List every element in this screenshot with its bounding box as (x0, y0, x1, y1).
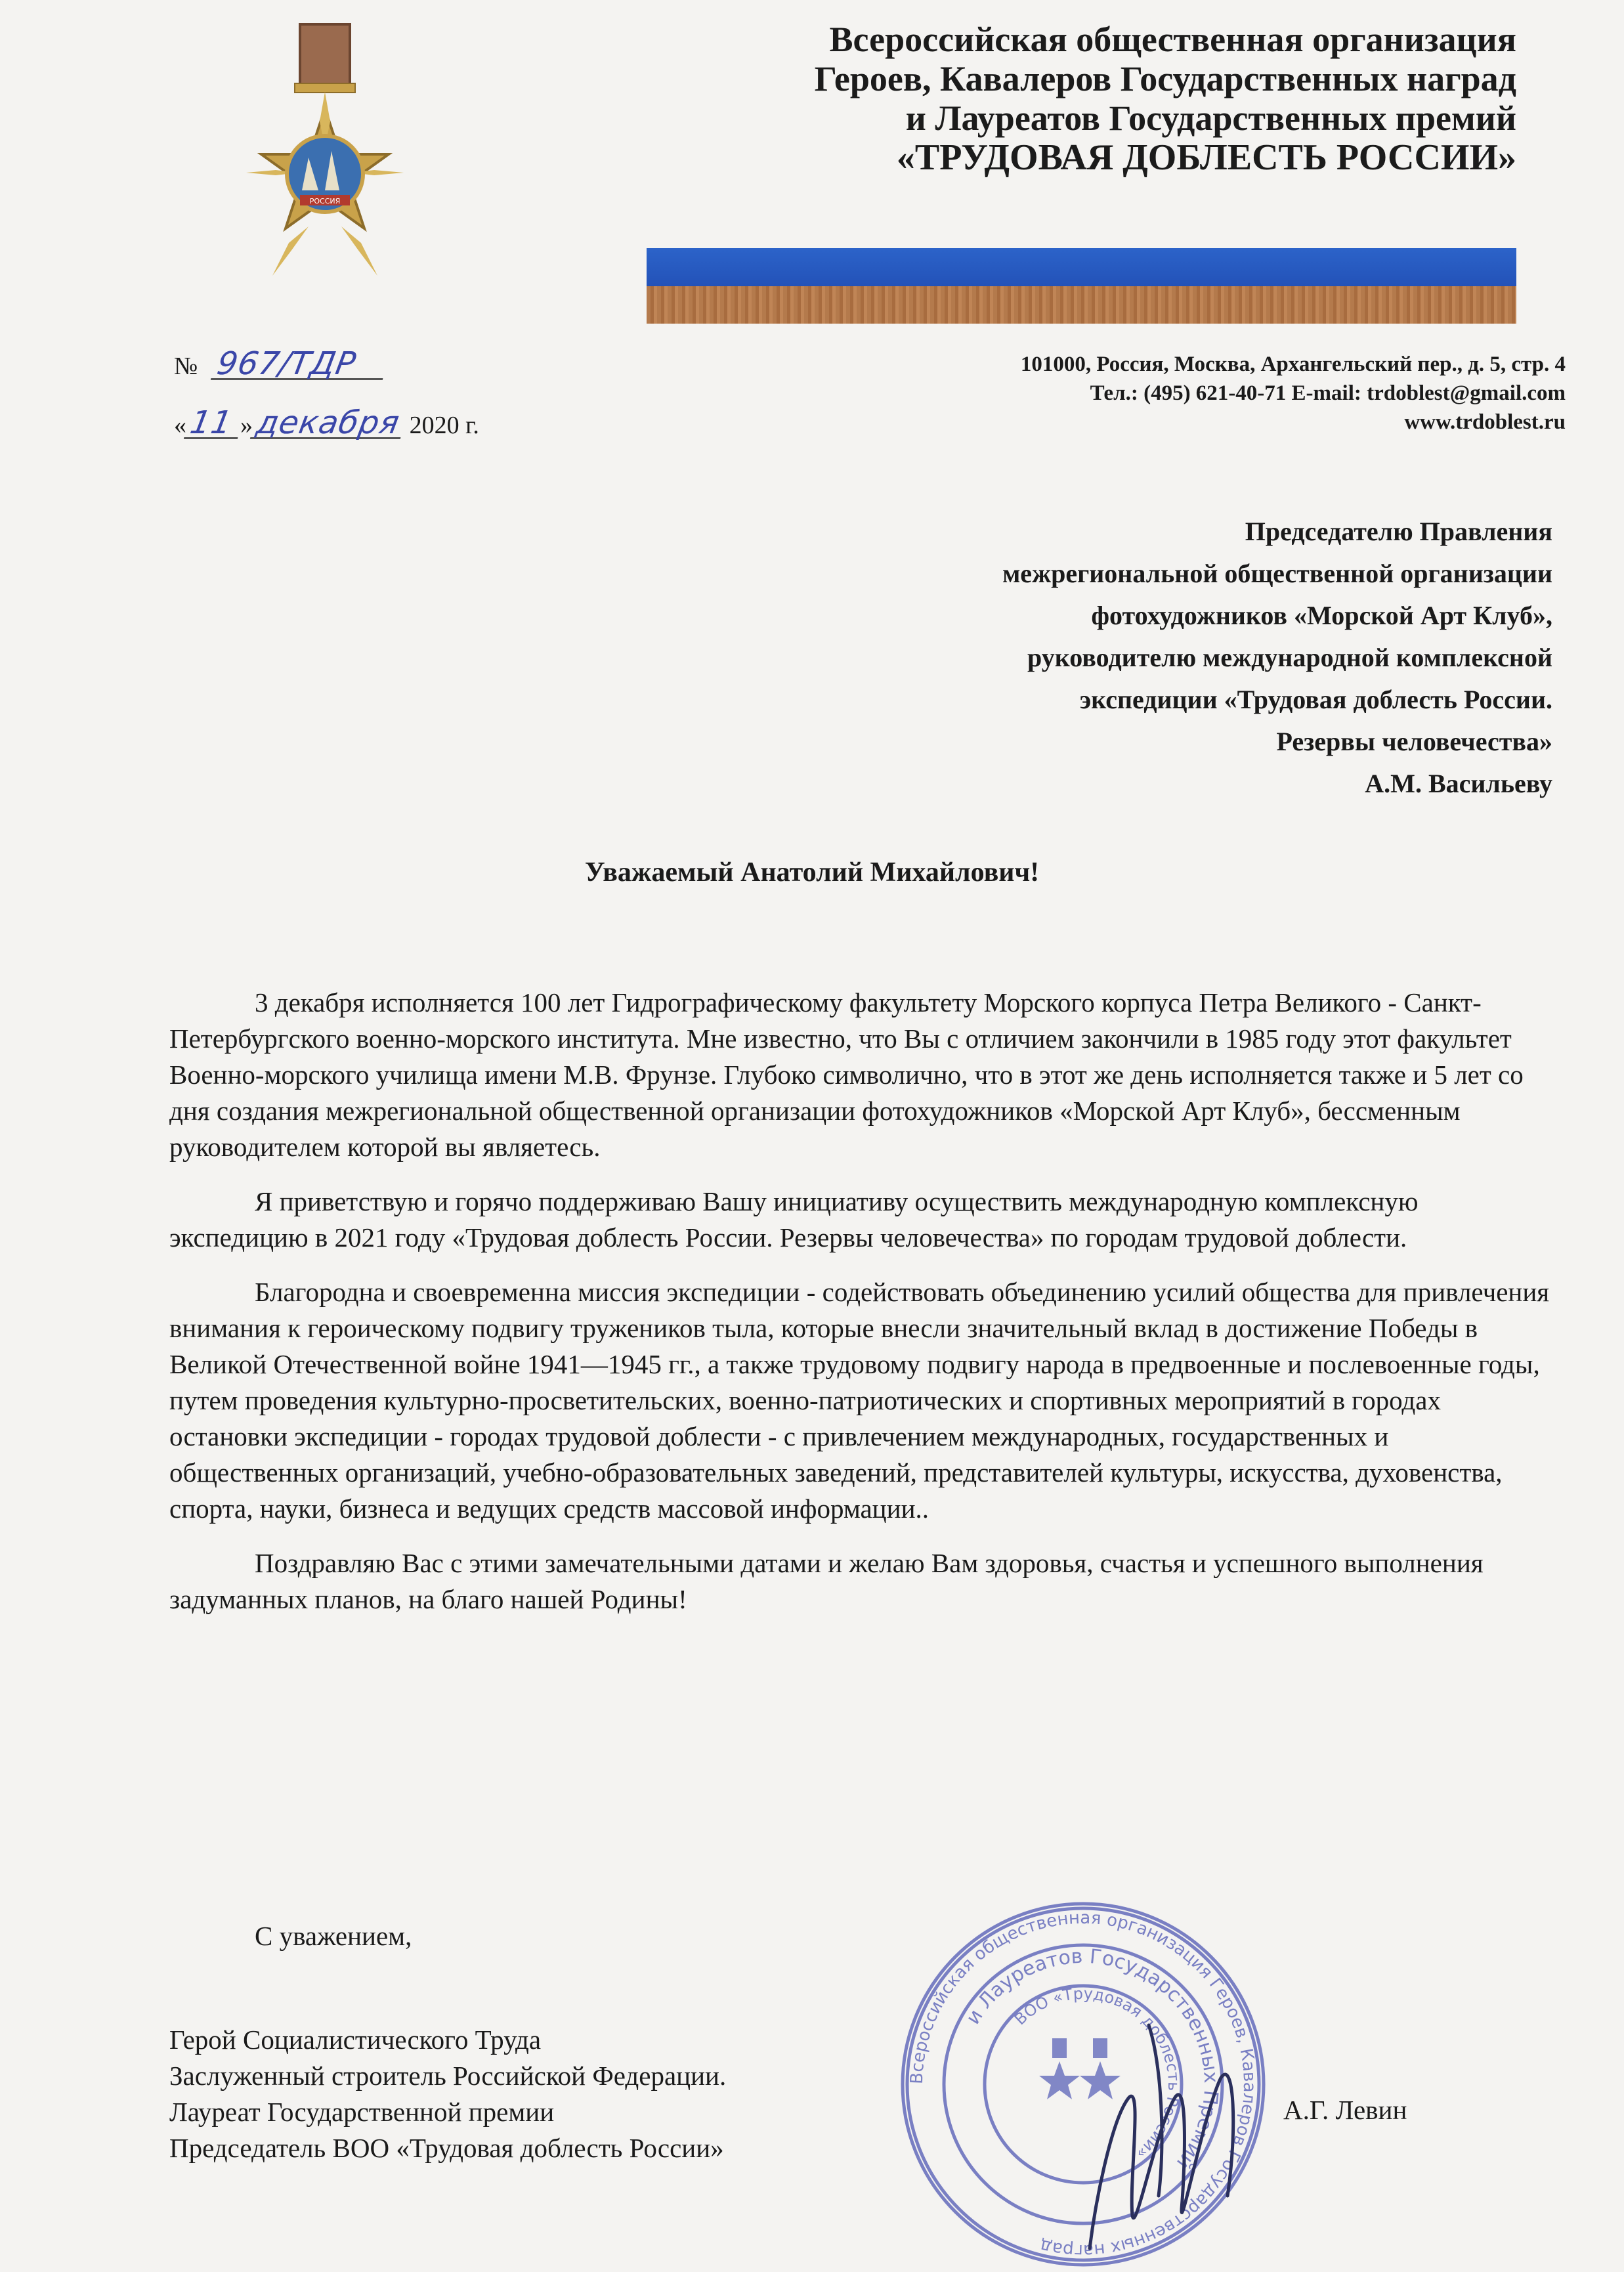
date-year: 2020 г. (409, 412, 479, 439)
closing-phrase: С уважением, (255, 1921, 412, 1951)
flag-blue-band (647, 248, 1516, 286)
registration-number (174, 345, 385, 382)
header-flag-band (647, 248, 1516, 324)
addressee-line: экспедиции «Трудовая доблесть России. (1079, 685, 1552, 714)
body-paragraph: Благородна и своевременна миссия экспедиции - содействовать объединению усилий общества для привлечения внимания к героическому подвигу тружеников тыла, которые внесли значительный вклад в достижение Победы в Великой Отечественной войне 1941—1945 гг., а также трудовому подвигу народа в предвоенные и послевоенные годы, путем проведения культурно-просветительских, военно-патриотических и спортивных мероприятий в городах остановки экспедиции - городах трудовой доблести - с привлечением международных, государственных и общественных организаций, учебно-образовательных заведений, представителей культуры, искусства, духовенства, спорта, науки, бизнеса и ведущих средств массовой информации.. (169, 1277, 1550, 1524)
signatory-title: Председатель ВОО «Трудовая доблесть России» (169, 2133, 724, 2163)
flag-brown-band (647, 286, 1516, 324)
signatory-titles (169, 2022, 726, 2166)
number-sign: № (174, 353, 198, 380)
body-paragraph: Я приветствую и горячо поддерживаю Вашу инициативу осуществить международную комплексную экспедицию в 2021 году «Трудовая доблесть России. Резервы человечества» по городам трудовой доблести. (169, 1186, 1419, 1253)
organization-header (670, 20, 1516, 177)
signatory-name: А.Г. Левин (1283, 2095, 1407, 2125)
handwritten-number: 967/ТДР (211, 349, 388, 380)
handwritten-day: 11 (184, 408, 243, 439)
letter-body (169, 985, 1558, 1636)
handwritten-month: декабря (250, 408, 406, 439)
addressee-line: межрегиональной общественной организации (1002, 559, 1552, 588)
salutation: Уважаемый Анатолий Михайлович! (584, 857, 1040, 888)
stamp-inner-text: и Лауреатов Государственных Премий (961, 1944, 1223, 2174)
handwritten-signature (1050, 1999, 1280, 2261)
date-close-quote: » (240, 412, 253, 439)
addressee-name: А.М. Васильеву (1365, 769, 1552, 798)
phone-email: Тел.: (495) 621-40-71 E-mail: trdoblest@gmail.com (1090, 381, 1566, 405)
address: 101000, Россия, Москва, Архангельский пер., д. 5, стр. 4 (1020, 353, 1566, 376)
registration-date (174, 404, 479, 441)
svg-text:РОССИЯ: РОССИЯ (309, 197, 341, 205)
contact-info (788, 350, 1566, 437)
medal-bar (295, 83, 355, 93)
date-open-quote: « (174, 412, 186, 439)
org-line-3: и Лауреатов Государственных премий (905, 98, 1516, 138)
medal-emblem (226, 23, 423, 325)
body-paragraph: 3 декабря исполняется 100 лет Гидрографическому факультету Морского корпуса Петра Великого - Санкт-Петербургского военно-морского института. Мне известно, что Вы с отличием закончили в 1985 году этот факультет Военно-морского училища имени М.В. Фрунзе. Глубоко символично, что в этот же день исполняется также и 5 лет со дня создания межрегиональной общественной организации фотохудожников «Морской Арт Клуб», бессменным руководителем которой вы являетесь. (169, 987, 1524, 1162)
org-line-1: Всероссийская общественная организация (829, 20, 1516, 59)
org-title: «ТРУДОВАЯ ДОБЛЕСТЬ РОССИИ» (896, 137, 1516, 178)
addressee-block (722, 511, 1552, 805)
signatory-title: Заслуженный строитель Российской Федерации. (169, 2061, 727, 2091)
stamp-outer-text: Всероссийская общественная организация Героев, Кавалеров Государственных наград (907, 1908, 1260, 2261)
website: www.trdoblest.ru (1404, 410, 1566, 434)
body-paragraph: Поздравляю Вас с этими замечательными датами и желаю Вам здоровья, счастья и успешного выполнения задуманных планов, на благо нашей Родины! (169, 1548, 1484, 1614)
addressee-line: руководителю международной комплексной (1027, 643, 1552, 672)
addressee-line: Резервы человечества» (1276, 727, 1552, 756)
medal-ribbon (300, 24, 350, 85)
signatory-title: Лауреат Государственной премии (169, 2097, 555, 2127)
signatory-title: Герой Социалистического Труда (169, 2025, 542, 2055)
org-line-2: Героев, Кавалеров Государственных наград (814, 59, 1516, 98)
stamp-center-text: ВОО «Трудовая доблесть России» (1011, 1984, 1184, 2164)
addressee-line: Председателю Правления (1245, 517, 1552, 546)
addressee-line: фотохудожников «Морской Арт Клуб», (1091, 601, 1552, 630)
